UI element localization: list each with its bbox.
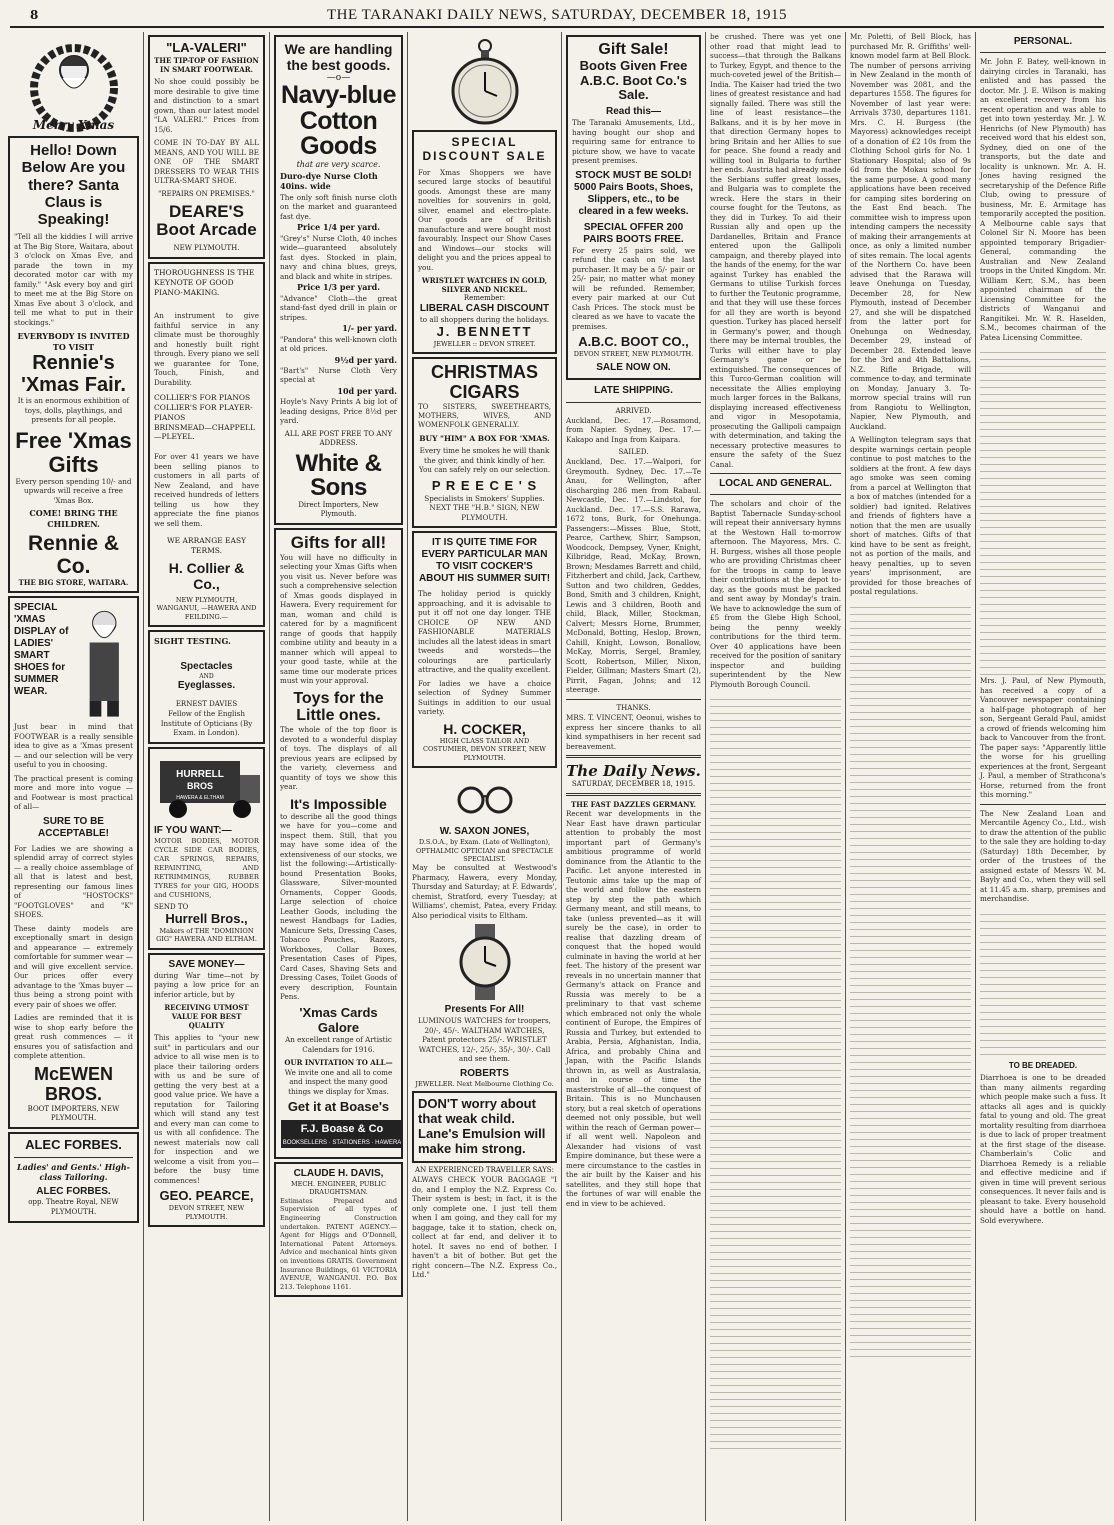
apply-body: This applies to "your new suit" in particulars and our advice to all wise men is to place their tailoring orders with us and be sure of getting the very best at a good value price. We have a reputation for Tailoring which will stand any test and every man can come to us with all confidence. The newest materials now call for inspection and we welcome a visit from you—before the busy time commences! xyxy=(154,1033,259,1185)
personal-body: Mr. John F. Batey, well-known in dairying circles in Taranaki, has enlisted and has passed the doctor. Mr. J. E. Wilson is making an excellent recovery from his recent operation and was able to get into town yesterday. Mr. J. W. Henrichs (of New Plymouth) has received word that his eldest son, Sydney, died on one of the transports, but the date and locality is unknown. Mr. A. H. Jones having resigned the secretaryship of the Defence Rifle Club, owing to pressure of business, Mr. E. Armitage has temporarily accepted the position. A Melbourne cable says that Colonel Sir N. Moore has been appointed temporary Brigadier-General, commanding the Australian and New Zealand troops in the United Kingdom. Mr. William Kerr, S.M., has been appointed chairman of the Licensing Committee for the districts of Wanganui and Rangitikei. Mr. W. R. Haselden, S.M., becomes chairman of the Patea Licensing Committee. xyxy=(980,57,1106,342)
invite-body: We invite one and all to come and inspect the many good things we display for Xmas. xyxy=(284,1067,393,1096)
sight-heading: SIGHT TESTING. xyxy=(154,636,231,647)
white-brand: White & Sons xyxy=(295,450,382,502)
cloth-item: The only soft finish nurse cloth on the market and guaranteed fast dye. xyxy=(280,192,397,221)
column-3 xyxy=(270,32,408,1521)
forbes-tagline: Ladies' and Gents.' High-class Tailoring. xyxy=(17,1161,130,1183)
years-body: For over 41 years we have been selling pianos to customers in all parts of New Zealand, and have received hundreds of letters telling us how they appreciate the fine pianos we sell them. xyxy=(154,452,259,528)
save-body: during War time—not by paying a low price for an inferior article, but by xyxy=(154,970,259,999)
cocker-ladies: For ladies we have a choice selection of Sydney Summer Suitings in addition to our usual variety. xyxy=(418,678,551,717)
price-item: Price 1/4 per yard. xyxy=(297,222,380,233)
cocker-ad xyxy=(412,531,557,768)
buy-heading: BUY "HIM" A BOX FOR 'XMAS. xyxy=(419,433,550,443)
merry-xmas-banner: Merry Xmas xyxy=(32,118,115,132)
cigars-heading: CHRISTMAS CIGARS xyxy=(431,362,538,403)
davis-body: Estimates Prepared and Supervision of all types of Engineering Construction undertaken. PATENT AGENCY.—Agent for Higgs and O'Donnell, International Patent Attorneys. Advice and mechanical hints given on inventions GRATIS. Government Insurance Buildings, 61 VICTORIA AVENUE, WANGANUI. P.O. Box 213. Telephone 1161. xyxy=(280,1196,397,1291)
invite-heading: OUR INVITATION TO ALL— xyxy=(284,1058,393,1068)
mcewen-ad xyxy=(8,596,139,1128)
cloth-item: "Bart's" Nurse Cloth Very special at xyxy=(280,365,397,385)
personal-body-2: Mrs. J. Paul, of New Plymouth, has received a copy of a Vancouver newspaper containing a half-page photograph of her son, Sergeant Gerald Paul, amidst a crowd of friends welcoming him back to Vancouver from the front. The paper says: "Apparently little the worse for his gruelling experiences at the front, Sergeant J. Paul, a member of Strathcona's Horse, returned from the front this morning." xyxy=(980,676,1106,799)
save-heading: SAVE MONEY— xyxy=(168,958,245,970)
sure-heading: SURE TO BE ACCEPTABLE! xyxy=(38,815,109,839)
cocker-brand: H. COCKER, xyxy=(443,720,526,737)
davies-ad xyxy=(148,630,265,744)
rennie-ad xyxy=(8,136,139,593)
traveller-body: ALWAYS CHECK YOUR BAGGAGE "I do, and I employ the N.Z. Express Co. Their system is best; in fact, it is the only complete one. I just tell them when I am going, and they call for my baggage, take it to station, check on, collect at far end, and deliver it to hotel. It saves no end of bother. I haven't a bit of bother. But get the right concern—The N.Z. Express Co., Ltd." xyxy=(412,1175,557,1280)
abc-brand: A.B.C. BOOT CO., xyxy=(578,334,689,350)
abc-sub: DEVON STREET, NEW PLYMOUTH. xyxy=(573,350,694,359)
price-item: 10d per yard. xyxy=(337,385,397,396)
mcewen-sub: BOOT IMPORTERS, NEW PLYMOUTH. xyxy=(27,1104,120,1122)
thanks-body: MRS. T. VINCENT, Oeonui, wishes to express her sincere thanks to all kind sympathisers in her recent sad bereavement. xyxy=(566,713,701,751)
deare-ad xyxy=(148,35,265,259)
invite-line: EVERYBODY IS INVITED TO VISIT xyxy=(17,331,130,352)
price-item: 1/- per yard. xyxy=(342,323,397,334)
masthead-title: THE TARANAKI DAILY NEWS, SATURDAY, DECEMBER 18, 1915 xyxy=(327,6,787,23)
presents-body: LUMINOUS WATCHES for troopers, 20/-, 45/-. WALTHAM WATCHES, Patent protectors 25/-. WRISTLET WATCHES, 12/-, 25/-, 35/-, 30/-. Call and see them. xyxy=(418,1016,551,1064)
toys-body: The whole of the top floor is devoted to a wonderful display of toys. The displays of all previous years are eclipsed by the variety, cleverness and quantity of toys we show this year. xyxy=(280,725,397,791)
santa-headline: Hello! Down Below Are you there? Santa Claus is Speaking! xyxy=(21,142,126,228)
local-news-text-block xyxy=(850,601,971,1361)
davis-sub: MECH. ENGINEER, PUBLIC DRAUGHTSMAN. xyxy=(291,1180,386,1197)
post-free-line: ALL ARE POST FREE TO ANY ADDRESS. xyxy=(284,429,393,447)
white-sons-ad: We are handling the best goods. —o— Navy-blue Cotton Goods that are very scarce. Duro-dye Nurse Cloth 40ins. wide The only soft finish nurse cloth on the market and guaranteed fast dye. Price 1/4 per yard. "Grey's" Nurse Cloth, 40 inches wide—guaranteed absolutely fast dyes. Stocked in plain, navy and china blues, greys, and black and white in stripes. Price 1/3 per yard. "Advance" Cloth—the great stand-fast dyed drill in plain or stripes. 1/- per yard. "Pandora" this well-known cloth at old prices. 9½d per yard. "Bart's" Nurse Cloth Very special at 10d per yard. Hoyle's Navy Prints A big lot of leading designs, Price 8½d per yard. ALL ARE POST FREE TO ANY ADDRESS. White & Sons Direct Importers, New Plymouth. xyxy=(274,35,403,525)
santa-body: "Tell all the kiddies I will arrive at The Big Store, Waitara, about 3 o'clock on Xmas Eve, and parade the town in my decorated motor car with my family." "Ask every boy and girl to meet me at the Big Store on Xmas Eve about 3 o'clock, and tell me what to put in their stockings." xyxy=(14,232,133,327)
hurrell-van-illustration xyxy=(154,757,264,821)
personal-text-block xyxy=(980,346,1106,676)
forbes-address: opp. Theatre Royal, NEW PLYMOUTH. xyxy=(28,1198,119,1216)
read-body: The Taranaki Amusements, Ltd., having bought our shop and requiring same for entrance to picture show, we have to vacate present premises. xyxy=(572,118,695,166)
read-heading: Read this— xyxy=(605,106,661,118)
collier-brand: H. Collier & Co., xyxy=(168,559,245,592)
cards-body: An excellent range of Artistic Calendars for 1916. xyxy=(285,1035,392,1054)
sale-now-line: SALE NOW ON. xyxy=(596,361,671,373)
special-body: Just bear in mind that FOOTWEAR is a really sensible idea to give as a 'Xmas present — and our selection will be very useful to you in choosing. xyxy=(14,722,133,770)
come-line: COME! BRING THE CHILDREN. xyxy=(29,508,118,529)
notice-text-block xyxy=(980,908,1106,1058)
wristwatch-illustration xyxy=(450,924,520,1000)
roberts-sub: JEWELLER. Next Melbourne Clothing Co. xyxy=(415,1079,554,1088)
remind-body: Ladies are reminded that it is wise to shop early before the great rush commences — it ensures you of satisfaction and complete attention. xyxy=(14,1013,133,1061)
free-gifts-heading: Free 'Xmas Gifts xyxy=(15,427,132,477)
special-shoes-heading: SPECIAL 'XMAS DISPLAY of LADIES' SMART SHOES for SUMMER WEAR. xyxy=(14,602,69,698)
editorial-date: SATURDAY, DECEMBER 18, 1915. xyxy=(571,780,696,789)
boase-heading: Get it at Boase's xyxy=(287,1099,390,1115)
bennett-ad xyxy=(412,130,557,354)
impossible-body: to describe all the good things we have for you—come and inspect them. Still, that you may have some idea of the extensiveness of our stocks, we list the following:—Artistically-bound Presentation Books, Glassware, Silver-mounted Ornaments, Copper Goods, Large selection of choice Leather Goods, including the newest Handbags for Ladies, Manicure Sets, Dressing Cases, Tobacco Pouches, Razors, Workboxes, Collar Boxes, Presentation Cases of Pipes, Card Cases, Shaving Sets and Dressing Cases, Toilet Goods of every description, Fountain Pens. xyxy=(280,811,397,1002)
cloth-item: "Advance" Cloth—the great stand-fast dyed drill in plain or stripes. xyxy=(280,293,397,322)
free-gifts-body: Every person spending 10/- and upwards will receive a free 'Xmas Box. xyxy=(15,476,132,505)
traveller-heading: AN EXPERIENCED TRAVELLER SAYS: xyxy=(415,1166,554,1175)
bennett-sub: JEWELLER :: DEVON STREET. xyxy=(433,339,536,348)
column-7 xyxy=(846,32,976,1521)
column-4 xyxy=(408,32,562,1521)
davis-name: CLAUDE H. DAVIS, xyxy=(293,1168,384,1179)
xmas-fair-heading: Rennie's 'Xmas Fair. xyxy=(21,352,126,397)
local-news-body: Mr. Poletti, of Bell Block, has purchased Mr. R. Griffiths' well-known model farm at Bell Block. The number of persons arriving in New Zealand in the month of November was 2081, and the departures 1558. The figures for November of last year were: Arrivals 3730, departures 1181. Mrs. C. H. Burgess (the Mayoress) acknowledges receipt of a donation of £2 10s from the Clothing School girls for No. 1 Stationary Hospital; also of 9s 6d from the Mokau school for the same purpose. A good many applications have been received for camping sites bordering on the East End beach. The committee wish to impress upon intending campers the necessity of making their arrangements at once, as only a limited number of sites remain. The local agents of the Northern Co. have been advised that the Rarawa will leave Onehunga on Tuesday, December 28, for New Plymouth, instead of December 27, and she will be dispatched from the latter port for Onehunga on Wednesday, December 29, instead of December 28. Extended leave for the 3rd and 4th Battalions, N.Z. Rifle Brigade, will commence to-day, and terminate on Monday, January 3. To-morrow special trains will run from Rangiotu to Wellington, Napier, New Plymouth, and Auckland. xyxy=(850,32,971,431)
svg-text:BOOKSELLERS · STATIONERS · HAW: BOOKSELLERS · STATIONERS · HAWERA xyxy=(282,1140,402,1146)
spectacles-heading: Spectacles xyxy=(180,660,233,672)
gifts-heading: Gifts for all! xyxy=(290,533,387,553)
remember-line: Remember: xyxy=(463,294,506,303)
preece-sub: Specialists in Smokers' Supplies. NEXT THE "H.B." SIGN, NEW PLYMOUTH. xyxy=(424,493,545,522)
pearce-brand: GEO. PEARCE, xyxy=(159,1188,254,1204)
navy-heading: Navy-blue Cotton Goods xyxy=(281,81,396,161)
loan-agency-notice: The New Zealand Loan and Mercantile Agency Co., Ltd., wish to draw the attention of the public to the sale they are holding to-day (Saturday) 18th December, by order of the trustees of the assigned estate of Messrs W. M. Bayly and Co., when they will sell at 11.45 a.m. sharp, premises and merchandise. xyxy=(980,808,1106,903)
forbes-heading-2: ALEC FORBES. xyxy=(36,1186,111,1198)
pearce-sub: DEVON STREET, NEW PLYMOUTH. xyxy=(168,1204,245,1221)
sailed-body: Auckland, Dec. 17.—Walpori, for Greymouth. Sydney, Dec. 17.—Te Anau, for Wellington, after discharging 286 men from Rabaul. Newcastle, Dec. 17.—Lindstol, for Auckland. Dec. 17.—S.S. Rarawa, 1672 tons, Burk, for Onehunga. Passengers:—Misses Blue, Stott, Pearce, Carthew, Shirr, Sampson, Woodcock, Dempsey, Vyner, Knight, Kilbridge, Read, McKay, Brown, Brown; Mesdames Barrett and child, Fitzherbert and child, Jack, Carthew, Sutton and two children, Geddes, Bond, Smith and 3 children, Knight, Lewis and 3 children, Booth and child, Black, Miller, Stockman, Calvert; Messrs Horne, Brummer, McDonald, Botting, Heslop, Brown, Cahill, Knight, Lowson, Bonallow, McKay, Morris, Sergel, Bramley, Scott, Robertson, Miller, Nixon, Fielder, Gillman; Masters Smart (2), Pirrit, Fagan, Johns; and 12 steerage. xyxy=(566,457,701,695)
local-general-heading: LOCAL AND GENERAL. xyxy=(719,478,832,489)
spectacles-illustration xyxy=(455,772,515,822)
rennie-brand: Rennie & Co. xyxy=(27,532,119,579)
ladies-body: For Ladies we are showing a splendid array of correct styles — a really choice assemblage of all that is latest and best, representing our famous lines of "HOSTOCKS" "FOOTGLOVES" and "K" SHOES. xyxy=(14,843,133,920)
dreaded-heading: TO BE DREADED. xyxy=(1008,1060,1078,1070)
thanks-heading: THANKS. xyxy=(616,703,651,712)
svg-text:BROS: BROS xyxy=(186,780,214,791)
boots-free-heading: Boots Given Free xyxy=(579,57,688,73)
cigars-list: TO SISTERS, SWEETHEARTS, MOTHERS, WIVES, AND WOMENFOLK GENERALLY. xyxy=(418,402,551,430)
abc-sale-heading: A.B.C. Boot Co.'s Sale. xyxy=(579,72,688,103)
repairs-line: "REPAIRS ON PREMISES." xyxy=(158,189,255,198)
rennie-sub: THE BIG STORE, WAITARA. xyxy=(18,578,129,588)
buy-body: Every time he smokes he will thank the giver, and think kindly of her. You can safely rely on our selection. xyxy=(418,446,551,475)
presents-heading: Presents For All! xyxy=(444,1004,525,1016)
mcewen-brand: McEWEN BROS. xyxy=(33,1063,113,1104)
roberts-brand: ROBERTS xyxy=(460,1067,509,1079)
cloth-item: "Pandora" this well-known cloth at old prices. xyxy=(280,334,397,354)
cards-heading: 'Xmas Cards Galore xyxy=(299,1004,378,1035)
collier-ad xyxy=(148,262,265,627)
express-ad xyxy=(412,1166,557,1280)
forbes-heading: ALEC FORBES. xyxy=(25,1136,122,1152)
stock-heading: STOCK MUST BE SOLD! 5000 Pairs Boots, Shoes, Slippers, etc., to be cleared in a few weeks. xyxy=(574,169,693,217)
preece-ad xyxy=(412,357,557,528)
pocket-watch-illustration xyxy=(445,36,525,126)
cloth-item: "Grey's" Nurse Cloth, 40 inches wide—guaranteed absolutely fast dyes. Stocked in plain, navy and china blues, greys, and black and white in stripes. xyxy=(280,233,397,281)
liberal-heading: LIBERAL CASH DISCOUNT xyxy=(419,303,550,315)
forbes-ad xyxy=(8,1132,139,1223)
collier-agents: COLLIER'S FOR PIANOS COLLIER'S FOR PLAYER-PIANOS xyxy=(154,393,253,422)
fair-body: It is an enormous exhibition of toys, dolls, playthings, and presents for all people. xyxy=(17,396,130,425)
white-sub: Direct Importers, New Plymouth. xyxy=(298,500,379,519)
davies-name: ERNEST DAVIES xyxy=(175,700,238,709)
davis-ad xyxy=(274,1162,403,1297)
local-general-body: The scholars and choir of the Baptist Tabernacle Sunday-school will repeat their anniversary hymns at the Westown Hall to-morrow afternoon. The Mayoress, Mrs. C. H. Burgess, wishes all those people who are providing Christmas cheer for the troops in camp to leave their contributions at the depot to-day, as the goods must be packed and sent away by Monday's train. We have to acknowledge the sum of £5 from the Glebe High School, being the penny weekly contributions for the third term. Over 40 applications have been received for the position of sanitary inspector and building superintendent by the New Plymouth Borough Council. xyxy=(710,499,841,689)
local-news-body-2: A Wellington telegram says that despite warnings certain people continue to post matches to the soldiers at the front. A few days ago smoke was seen coming from a parcel at Wellington that a box of matches (intended for a soldier) had ignited. Relatives and friends of fighters have a notion that the men are usually short of matches. Gifts of that kind have to be sent as freight, not as portion of the mails, and heavy penalties, up to seven years' imprisonment, are provided for those breaches of postal regulations. xyxy=(850,435,971,596)
price-item: Price 1/3 per yard. xyxy=(297,282,380,293)
laval-body: No shoe could possibly be more desirable to give time and distinction to a smart gown, than our latest model "LA VALERI." Prices from 15/6. xyxy=(154,77,259,134)
bennett-brand: J. BENNETT xyxy=(436,323,533,339)
scarce-line: that are very scarce. xyxy=(296,159,381,169)
cloth-item: Duro-dye Nurse Cloth 40ins. wide xyxy=(280,171,378,192)
hurrell-brand: Hurrell Bros., xyxy=(165,910,248,926)
offer-heading: SPECIAL OFFER 200 PAIRS BOOTS FREE. xyxy=(583,221,684,245)
svg-text:F.J. Boase & Co: F.J. Boase & Co xyxy=(300,1123,384,1135)
cocker-sub: HIGH CLASS TAILOR AND COSTUMIER, DEVON STREET, NEW PLYMOUTH. xyxy=(423,736,546,762)
cloth-item: Hoyle's Navy Prints A big lot of leading designs, Price 8½d per yard. xyxy=(280,397,397,426)
saxon-sub: D.S.O.A., by Exam. (Late of Wellington), OPTHALMIC OPTICIAN and SPECTACLE SPECIALIST. xyxy=(415,838,554,864)
thorough-heading: THOROUGHNESS IS THE KEYNOTE OF GOOD PIANO-MAKING. xyxy=(154,268,255,297)
svg-text:HURRELL: HURRELL xyxy=(176,768,224,780)
special-body-2: The practical present is coming more and more into vogue — and Footwear is most practical of all— xyxy=(14,773,133,812)
column-8 xyxy=(976,32,1110,1521)
shipping-heading: LATE SHIPPING. xyxy=(594,384,673,396)
sailed-heading: SAILED. xyxy=(618,448,649,457)
hurrell-sub: Makers of THE "DOMINION GIG" HAWERA AND ELTHAM. xyxy=(156,926,257,944)
column-2 xyxy=(144,32,270,1521)
preece-brand: P R E E C E ' S xyxy=(431,477,538,493)
toys-heading: Toys for the Little ones. xyxy=(293,689,384,725)
abc-boot-ad xyxy=(566,35,701,380)
handling-heading: We are handling the best goods. xyxy=(284,41,393,74)
saxon-body: May be consulted at Westwood's Pharmacy, Hawera, every Monday, Thursday and Saturday; at F. Edwards', chemist, Stratford, every Tuesday; at Williams', chemist, Patea, every Friday. Also periodical visits to Eltham. xyxy=(412,863,557,920)
liberal-sub: to all shoppers during the holidays. xyxy=(419,315,550,325)
arrived-heading: ARRIVED. xyxy=(615,406,652,415)
impossible-heading: It's Impossible xyxy=(290,795,387,812)
editorial-heading: THE FAST DAZZLES GERMANY. xyxy=(571,800,696,810)
laval-body-2: COME IN TO-DAY BY ALL MEANS, AND YOU WILL BE ONE OF THE SMART DRESSERS TO WEAR THIS ULTRA-SMART SHOE. xyxy=(154,138,259,186)
deare-brand: DEARE'S Boot Arcade xyxy=(156,201,257,240)
piano-body: An instrument to give faithful service in any climate must be thoroughly and honestly built right through. Every piano we sell we guarantee for Tone, Touch, Finish, and Durability. xyxy=(154,311,259,387)
saxon-ad xyxy=(412,826,557,920)
cocker-body: The holiday period is quickly approaching, and it is advisable to put it off not one day longer. THE CHOICE OF NEW AND FASHIONABLE MATERIALS includes all the latest ideas in smart tweeds and worsteds—the colourings are particularly attractive, and the quality excellent. xyxy=(418,589,551,675)
collier-sub: NEW PLYMOUTH, WANGANUI, —HAWERA AND FEILDING.— xyxy=(156,595,257,621)
eyeglasses-heading: Eyeglasses. xyxy=(177,680,236,692)
special-body: For Xmas Shoppers we have secured large stocks of beautiful goods. Amongst these are many novelties for souvenirs in gold, silver, enamel and electro-plate. Our goods are of British manufacture and were bought most favourably. Inspect our Show Cases and Windows—our stocks will delight you and the prices appeal to you. xyxy=(418,167,551,272)
boase-ad xyxy=(274,528,403,1159)
gift-sale-heading: Gift Sale! xyxy=(598,41,669,58)
lanes-emulsion-ad xyxy=(412,1091,557,1163)
page-number: 8 xyxy=(30,8,39,22)
saxon-name: W. SAXON JONES, xyxy=(439,826,530,838)
price-item: 9½d per yard. xyxy=(334,354,397,365)
offer-body: For every 25 pairs sold, we refund the cash on the last purchaser. It may be a 5/- pair or 25/- pair, no matter what money will be refunded. Remember, every pair marked at our Cut Cash Prices. The stock must be cleared as we have to vacate the premises. xyxy=(572,245,695,331)
davies-sub: Fellow of the English Institute of Opticians (By Exam. in London). xyxy=(160,709,253,738)
column-5 xyxy=(562,32,706,1521)
editorial-continued: be crushed. There was yet one other road that might lead to success—that through the Balkans to Turkey, Egypt, and thence to the much-coveted jewel of the British—India. The Kaiser had tried the two lines of greatest resistance and had signally failed. There was still the line of least resistance—the Balkans, and it is by her move in that direction Germany hopes to bring Britain and her Allies to sue for peace. She found a ready and willing tool in Bulgaria to further her ends. Austria had already made the Serbians suffer great losses, and Bulgaria was to complete the wreck. Here the stars in their course fought for the Teutons, as they did in Turkey. To aid their Russian ally and open up the Dardanelles, Britain and France entered upon the Gallipoli campaign, and thereby played into the hands of the enemy, for the war against Turkey has enabled the Germans to utilise Turkish forces to further the Teutonic programme, and that they will use these forces for all they are worth is beyond question. Turkey has placed herself in Germany's power, and though there may be internal troubles, the Turks will either have to play Germany's game or be extinguished. The consequences of this Turco-German coalition will necessitate the Allies employing much larger forces in the Balkans, displaying increased effectiveness and vigor in Mesopotamia, prosecuting the Gallipoli campaign with determination, and taking the necessary protective measures to ensure the safety of the Suez Canal. xyxy=(710,32,841,469)
dreaded-body: Diarrhoea is one to be dreaded than many ailments regarding which people make such a fuss. It attacks all ages and is quickly fatal to young and old. The great mortality resulting from diarrhoea is due to lack of proper treatment at the first stage of the disease. Chamberlain's Colic and Diarrhoea Remedy is a reliable and effective medicine and if given in time will prevent serious consequences. It never fails and is pleasant to take. Every household should have a bottle on hand. Sold everywhere. xyxy=(980,1073,1106,1225)
arrived-body: Auckland, Dec. 17.—Rosamond, from Napier. Sydney, Dec. 17.—Kakapo and Inga from Kaipara. xyxy=(566,415,701,444)
column-6 xyxy=(706,32,846,1521)
gifts-body: You will have no difficulty in selecting your Xmas Gifts when you visit us. Never before was such a comprehensive selection of Xmas goods displayed in Hawera. Every requirement for man, woman and child is catered for by a magnificent range of goods that happily combine utility and beauty in a manner which will appeal to your good taste, while at the same time our moderate prices must win your approval. xyxy=(280,552,397,686)
local-news-text-block xyxy=(710,693,841,1453)
terms-line: WE ARRANGE EASY TERMS. xyxy=(166,536,247,555)
laval-heading: "LA-VALERI" xyxy=(166,40,247,55)
column-1 xyxy=(4,32,144,1521)
deare-sub: NEW PLYMOUTH. xyxy=(173,244,240,253)
svg-text:HAWERA & ELTHAM: HAWERA & ELTHAM xyxy=(176,794,224,801)
special-sale-heading: SPECIAL DISCOUNT SALE xyxy=(422,135,547,163)
worry-heading: DON'T worry about that weak child. Lane's Emulsion will make him strong. xyxy=(418,1096,546,1157)
send-line: SEND TO xyxy=(154,902,189,911)
roberts-ad xyxy=(412,1004,557,1088)
santa-figure-illustration xyxy=(76,602,133,722)
watches-line: WRISTLET WATCHES IN GOLD, SILVER AND NICKEL. xyxy=(421,276,548,295)
want-heading: IF YOU WANT:— xyxy=(154,824,232,836)
hurrell-ad xyxy=(148,747,265,950)
editorial-body: Recent war developments in the Near East have drawn particular attention to probably the most important part of Germany's ambitious programme of world dominance from the Atlantic to the Pacific. Let anyone interested in Teutonic aims take up the map of the world and follow the eastern step by step the path which Germany meant, and still means, to take (unless prevented—as it will surely be the case), in order to realise that dazzling dream of conquest that the hoped would culminate in having the world at her feet. The history of the present war reveals in no uncertain manner that Germany's attack on France and Russia was merely to be a preliminary to that vast scheme which embraced not only the whole continent of Europe, the Empires of Russia and Turkey, but extended to Arabia, Persia, Afghanistan, India, Africa, and probably China and Japan, with the Pacific Islands thrown in, as well as Australasia, and in course of time the masterstroke of all—the conquest of Britain. This is no Munchausen story, but a real sketch of operations deemed not only possible, but well within the reach of German power—if all went well. Napoleon and Alexander had visions of vast Empire dominance, but these were a mere circumstance to the castles in the air built by the Kaiser and his satellites, and they still hope that the fortunes of war will enable the end in view to be achieved. xyxy=(566,809,701,1208)
boase-sign-logo xyxy=(280,1119,403,1149)
collier-brands: BRINSMEAD—CHAPPELL—PLEYEL. xyxy=(154,422,256,442)
laval-sub: THE TIP-TOP OF FASHION IN SMART FOOTWEAR. xyxy=(154,55,259,75)
personal-heading: PERSONAL. xyxy=(1013,36,1073,47)
want-list: MOTOR BODIES, MOTOR CYCLE SIDE CAR BODIES, CAR SPRINGS, REPAIRS, REPAINTING, AND RETRIMMINGS, RUBBER TYRES for your GIG, HOODS and CUSHIONS, xyxy=(154,836,259,899)
pearce-ad xyxy=(148,953,265,1228)
and-line: AND xyxy=(199,672,214,680)
dainty-body: These dainty models are exceptionally smart in design and appearance — extremely comfortable for summer wear — and will give excellent service. Our prices offer every advantage to the 'Xmas buyer — thus being a strong point with every pair of shoes we offer. xyxy=(14,923,133,1009)
masthead xyxy=(10,4,1104,28)
daily-news-nameplate: The Daily News. xyxy=(566,762,701,781)
utmost-line: RECEIVING UTMOST VALUE FOR BEST QUALITY xyxy=(164,1003,249,1031)
cocker-heading: IT IS QUITE TIME FOR EVERY PARTICULAR MAN TO VISIT COCKER'S ABOUT HIS SUMMER SUIT! xyxy=(418,537,551,585)
